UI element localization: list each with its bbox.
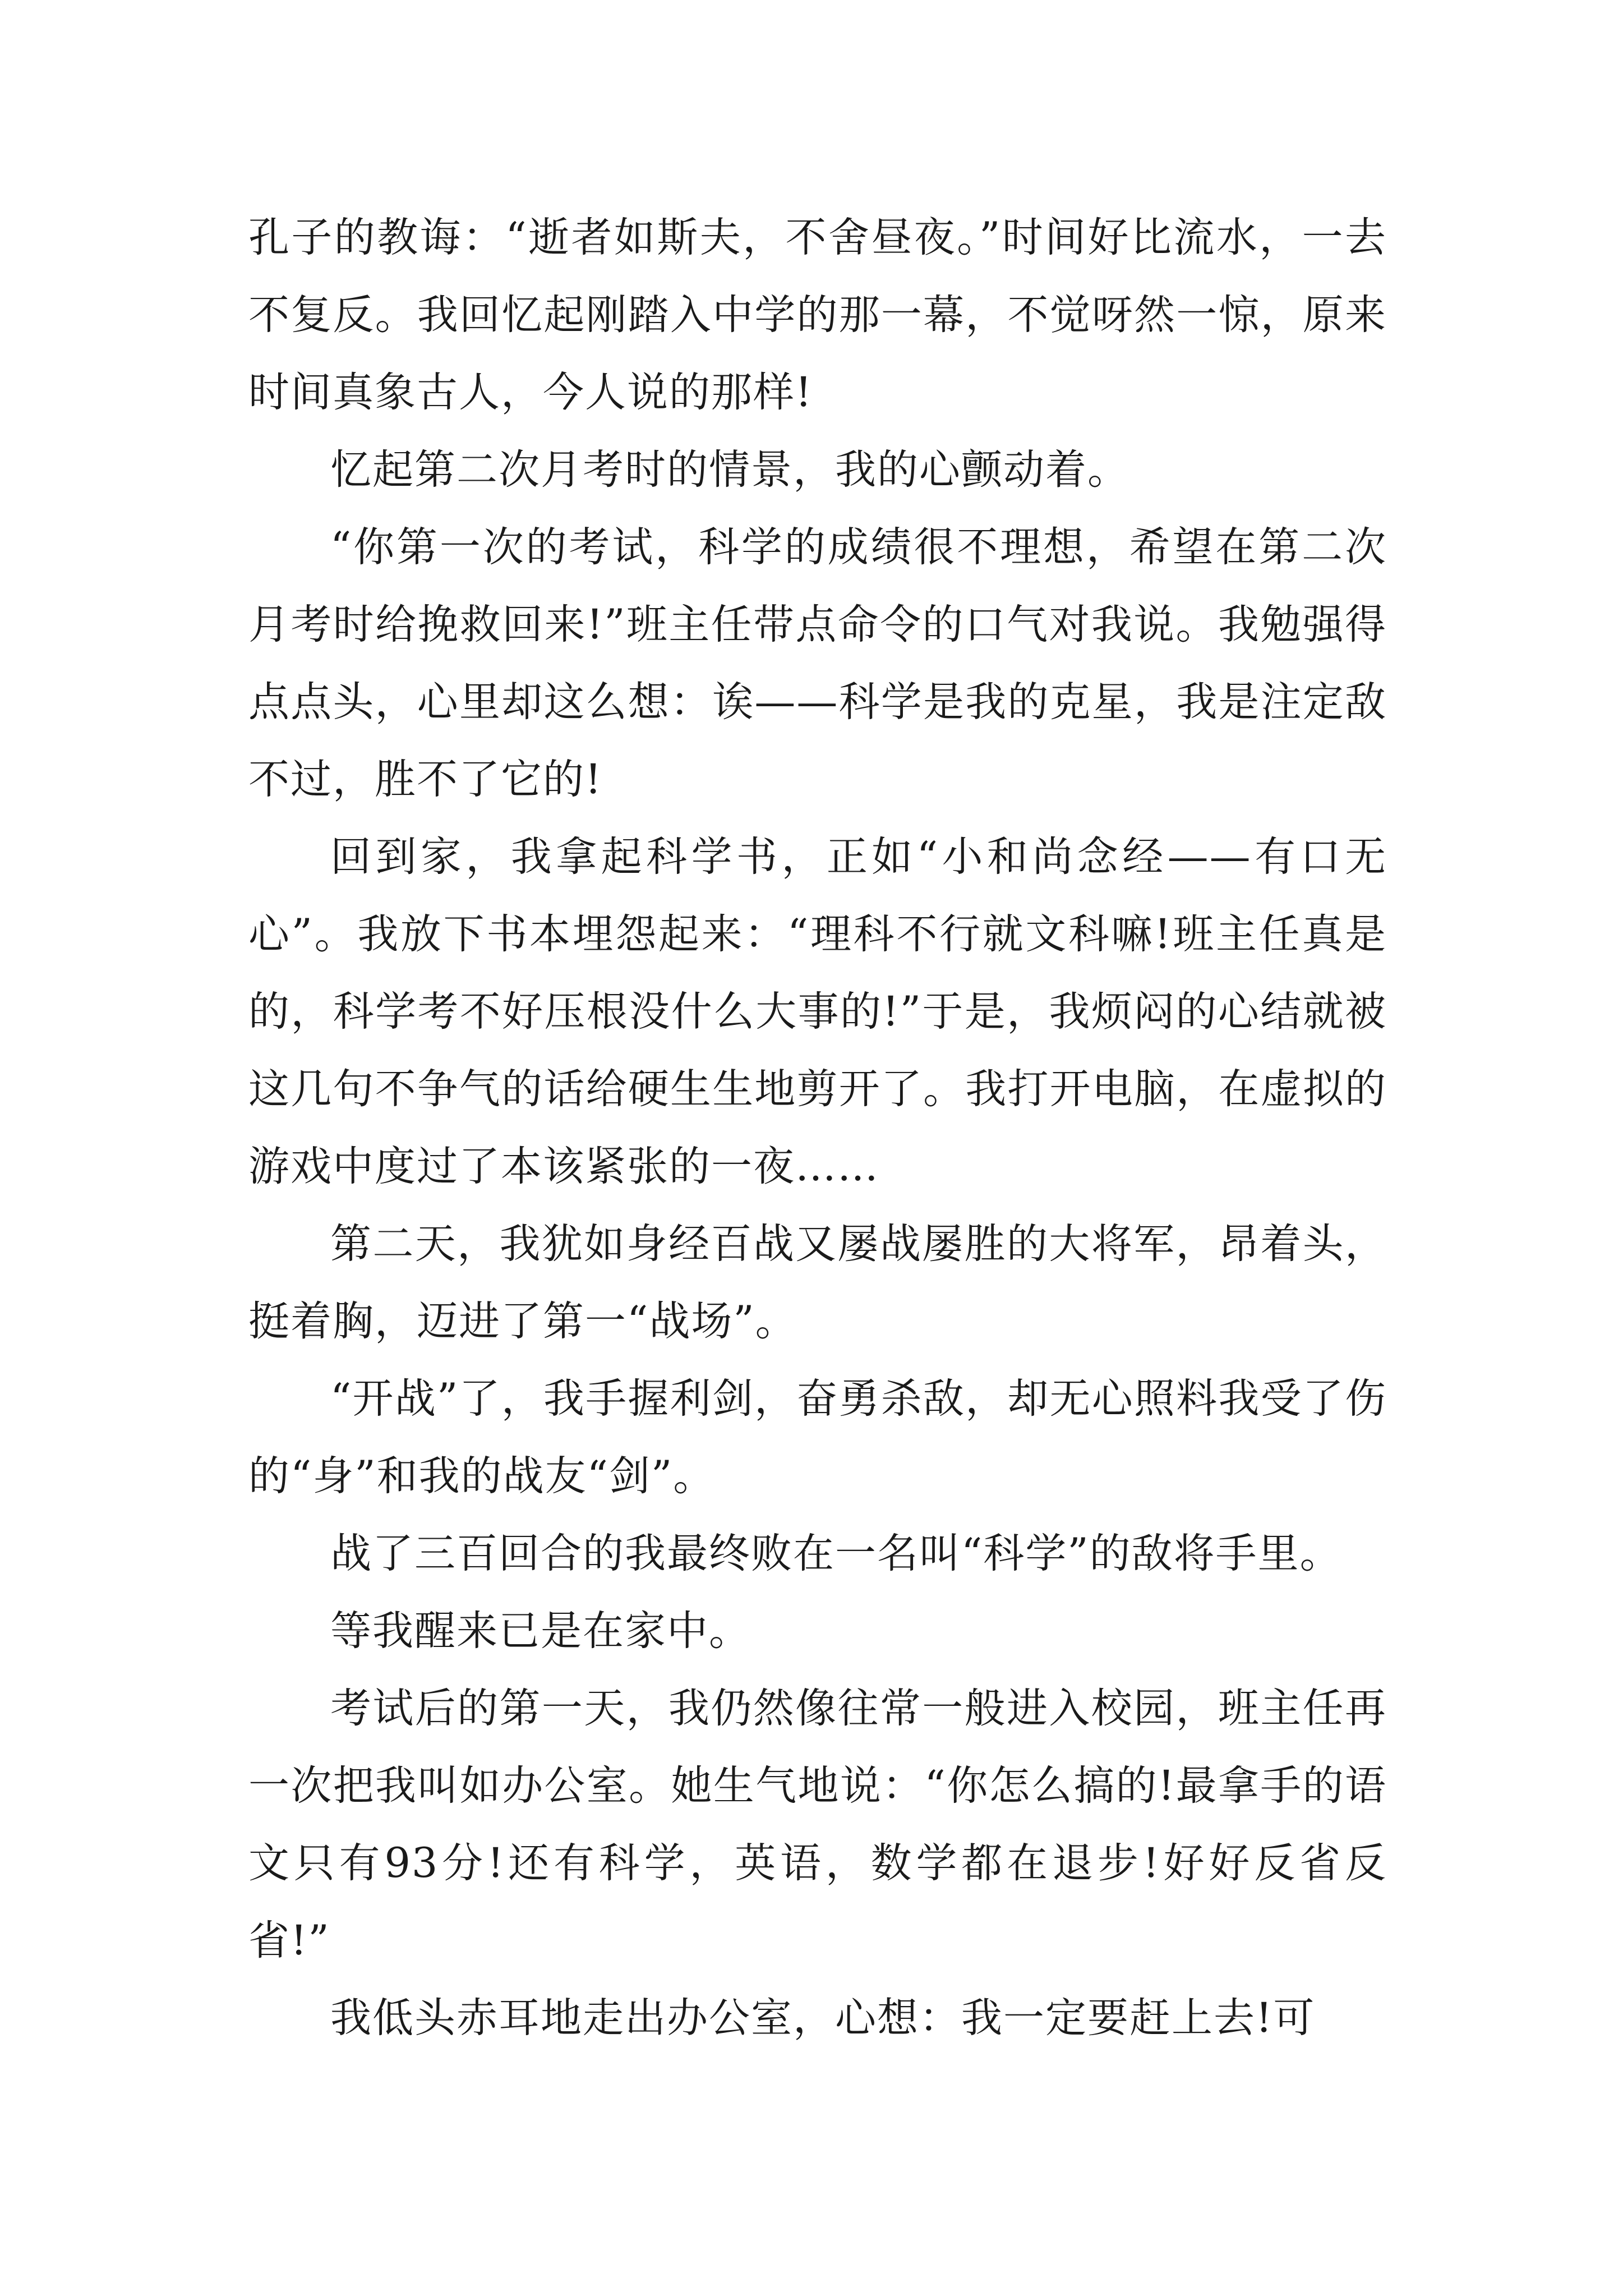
paragraph-10: 我低头赤耳地走出办公室，心想：我一定要赶上去!可: [330, 1994, 1316, 2042]
paragraph-2: 忆起第二次月考时的情景，我的心颤动着。: [330, 446, 1129, 494]
paragraph-4: 回到家，我拿起科学书，正如“小和尚念经——有口无心”。我放下书本埋怨起来：“理科不行就文科嘛!班主任真是的，科学考不好压根没什么大事的!”于是，我烦闷的心结就被这几句不争气的话给硬生生地剪开了。我打开电脑，在虚拟的游戏中度过了本该紧张的一夜……: [248, 833, 1387, 1190]
document-body: [248, 199, 1387, 2057]
paragraph-1: 孔子的教诲：“逝者如斯夫，不舍昼夜。”时间好比流水，一去不复反。我回忆起刚踏入中学的那一幕，不觉呀然一惊，原来时间真象古人，今人说的那样!: [248, 214, 1387, 416]
paragraph-6: “开战”了，我手握利剑，奋勇杀敌，却无心照料我受了伤的“身”和我的战友“剑”。: [248, 1375, 1387, 1500]
paragraph-9: 考试后的第一天，我仍然像往常一般进入校园，班主任再一次把我叫如办公室。她生气地说：“你怎么搞的!最拿手的语文只有93分!还有科学，英语，数学都在退步!好好反省反省!”: [248, 1685, 1387, 1964]
paragraph-7: 战了三百回合的我最终败在一名叫“科学”的敌将手里。: [330, 1530, 1342, 1577]
paragraph-3: “你第一次的考试，科学的成绩很不理想，希望在第二次月考时给挽救回来!”班主任带点命令的口气对我说。我勉强得点点头，心里却这么想：诶——科学是我的克星，我是注定敌不过，胜不了它的!: [248, 523, 1387, 803]
paragraph-5: 第二天，我犹如身经百战又屡战屡胜的大将军，昂着头，挺着胸，迈进了第一“战场”。: [248, 1220, 1387, 1345]
paragraph-8: 等我醒来已是在家中。: [330, 1607, 751, 1655]
